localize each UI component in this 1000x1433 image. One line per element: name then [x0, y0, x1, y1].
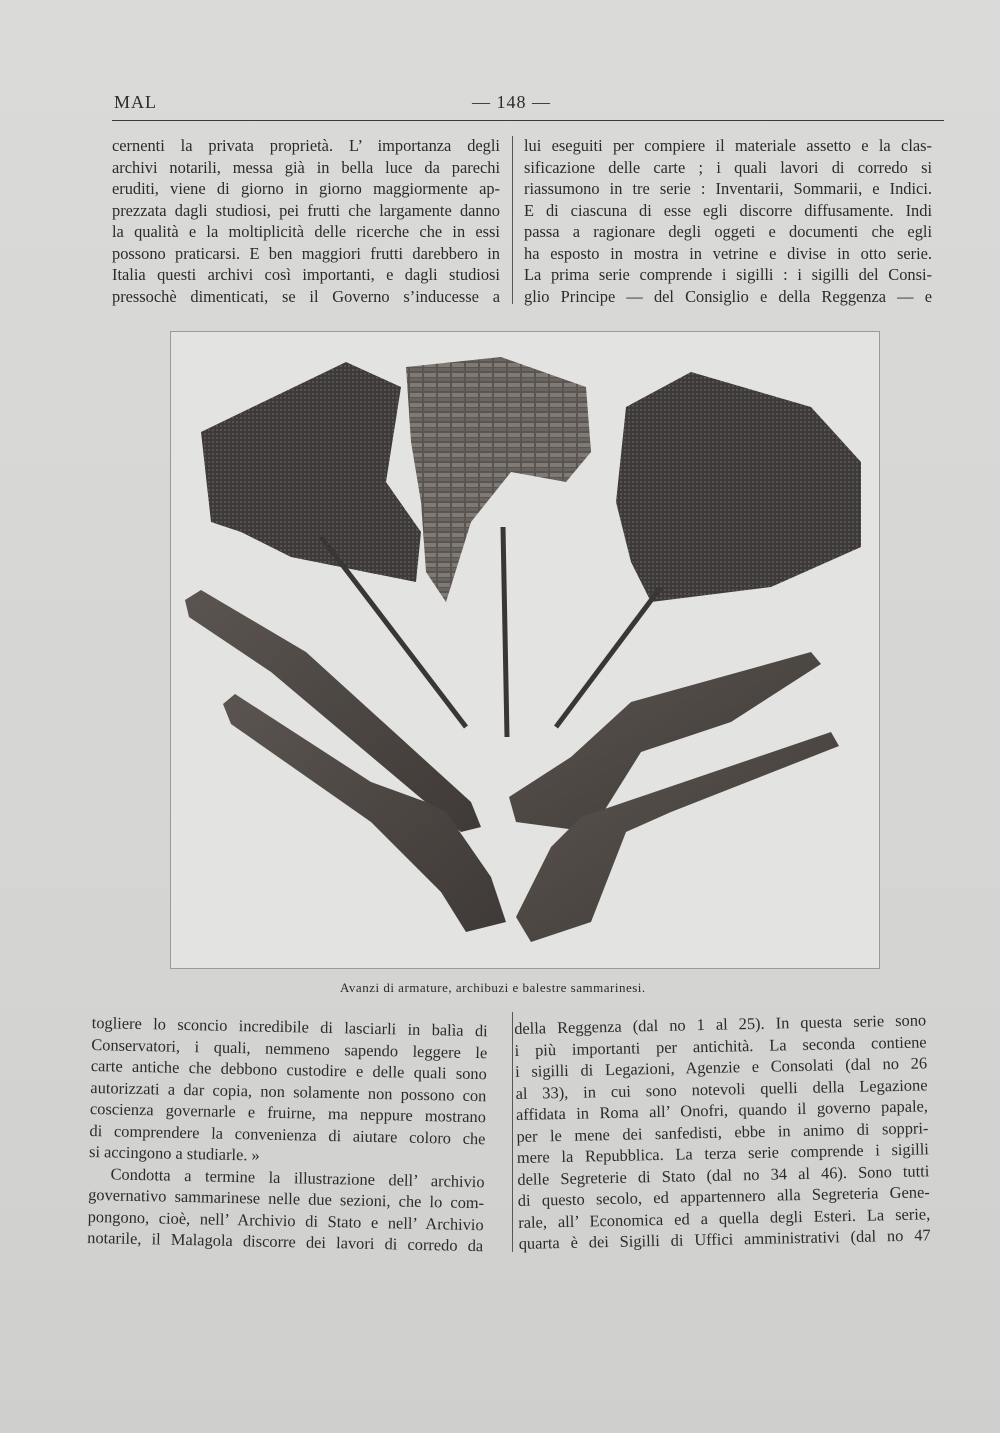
text-line: riassumono in tre serie : Inventarii, Sommarii, e Indici.: [524, 179, 932, 198]
text-line: pongono, cioè, nell’ Archivio di Stato e nell’ Archivio: [87, 1206, 484, 1234]
top-left-column: [112, 135, 500, 307]
column-rule-bottom: [512, 1012, 513, 1252]
text-line: E di ciascuna di esse egli discorre diffusamente. Indi: [524, 200, 932, 220]
photograph-armour-arquebuses-crossbows: [170, 331, 880, 969]
text-line: affidata in Roma all’ Onofri, quando il governo papale,: [515, 1096, 929, 1124]
text-line: ha esposto in mostra in vetrine e divise in otto serie.: [524, 243, 932, 263]
header-rule: [112, 120, 944, 121]
text-line: autorizzati a dar copia, non solamente non possono con: [90, 1077, 487, 1105]
text-line: cernenti la privata proprietà. L’ importanza degli: [112, 136, 500, 155]
text-line: governativo sammarinese nelle due sezioni, che lo com-: [87, 1184, 485, 1213]
photograph-illustration: [171, 332, 879, 968]
text-line: La prima serie comprende i sigilli : i sigilli del Consi-: [524, 265, 932, 284]
figure-caption: Avanzi di armature, archibuzi e balestre sammarinesi.: [340, 980, 646, 995]
column-rule-top: [512, 136, 513, 304]
text-line: prezzata dagli studiosi, pei frutti che largamente danno: [112, 200, 500, 220]
bottom-right-column: [514, 1009, 931, 1254]
text-line: per le mene dei sanfedisti, ebbe in animo di soppri-: [516, 1117, 929, 1146]
bottom-left-column: [87, 1012, 488, 1257]
text-line: glio Principe — del Consiglio e della Reggenza — e: [524, 286, 932, 306]
text-line: la qualità e la moltiplicità delle ricerche che in essi: [112, 222, 500, 241]
text-line: pressochè dimenticati, se il Governo s’inducesse a: [112, 286, 500, 306]
text-line: notarile, il Malagola discorre dei lavori di corredo da: [87, 1227, 484, 1256]
text-line: al 33), in cui sono notevoli quelli della Legazione: [515, 1074, 928, 1103]
top-right-column: [524, 135, 932, 307]
text-line: coscienza governarle e fruirne, ma neppure mostrano: [89, 1098, 487, 1127]
text-line: possono praticarsi. E ben maggiori frutti darebbero in: [112, 243, 500, 263]
section-title: MAL: [114, 92, 157, 112]
text-line: delle Segreterie di Stato (dal no 34 al 46). Sono tutti: [517, 1160, 930, 1189]
text-line: di comprendere la convenienza di aiutare coloro che: [89, 1120, 486, 1148]
text-line: rale, all’ Economica ed a quella degli Esteri. La serie,: [518, 1203, 931, 1232]
text-line: eruditi, viene di giorno in giorno maggiormente ap-: [112, 179, 500, 198]
text-line: Italia questi archivi così importanti, e dagli studiosi: [112, 265, 500, 284]
text-line: di questo secolo, ed appartennero alla Segreteria Gene-: [517, 1182, 930, 1210]
text-line: passa a ragionare degli oggeti e documenti che egli: [524, 222, 932, 241]
text-line: si accingono a studiarle. »: [88, 1141, 260, 1165]
text-line: lui eseguiti per compiere il materiale assetto e la clas-: [524, 136, 932, 155]
text-line: sificazione delle carte ; i quali lavori di corredo si: [524, 157, 932, 177]
text-line: della Reggenza (dal no 1 al 25). In questa serie sono: [514, 1010, 927, 1038]
text-line: togliere lo sconcio incredibile di lasciarli in balìa di: [91, 1012, 488, 1041]
text-line: i sigilli di Legazioni, Agenzie e Consolati (dal no 26: [514, 1053, 928, 1081]
text-line: quarta è dei Sigilli di Uffici amministrativi (dal no 47: [518, 1225, 931, 1253]
text-line: archivi notarili, messa già in bella luce da parechi: [112, 157, 500, 177]
running-header: [112, 92, 944, 116]
text-line: mere la Repubblica. La terza serie comprende i sigilli: [516, 1139, 930, 1167]
text-line: carte antiche che debbono custodire e delle quali sono: [90, 1055, 487, 1084]
text-line: Condotta a termine la illustrazione dell’ archivio: [110, 1163, 485, 1191]
text-line: Conservatori, i quali, nemmeno sapendo leggere le: [91, 1034, 488, 1062]
page-number: — 148 —: [472, 92, 551, 112]
text-line: i più importanti per antichità. La seconda contiene: [514, 1031, 927, 1060]
